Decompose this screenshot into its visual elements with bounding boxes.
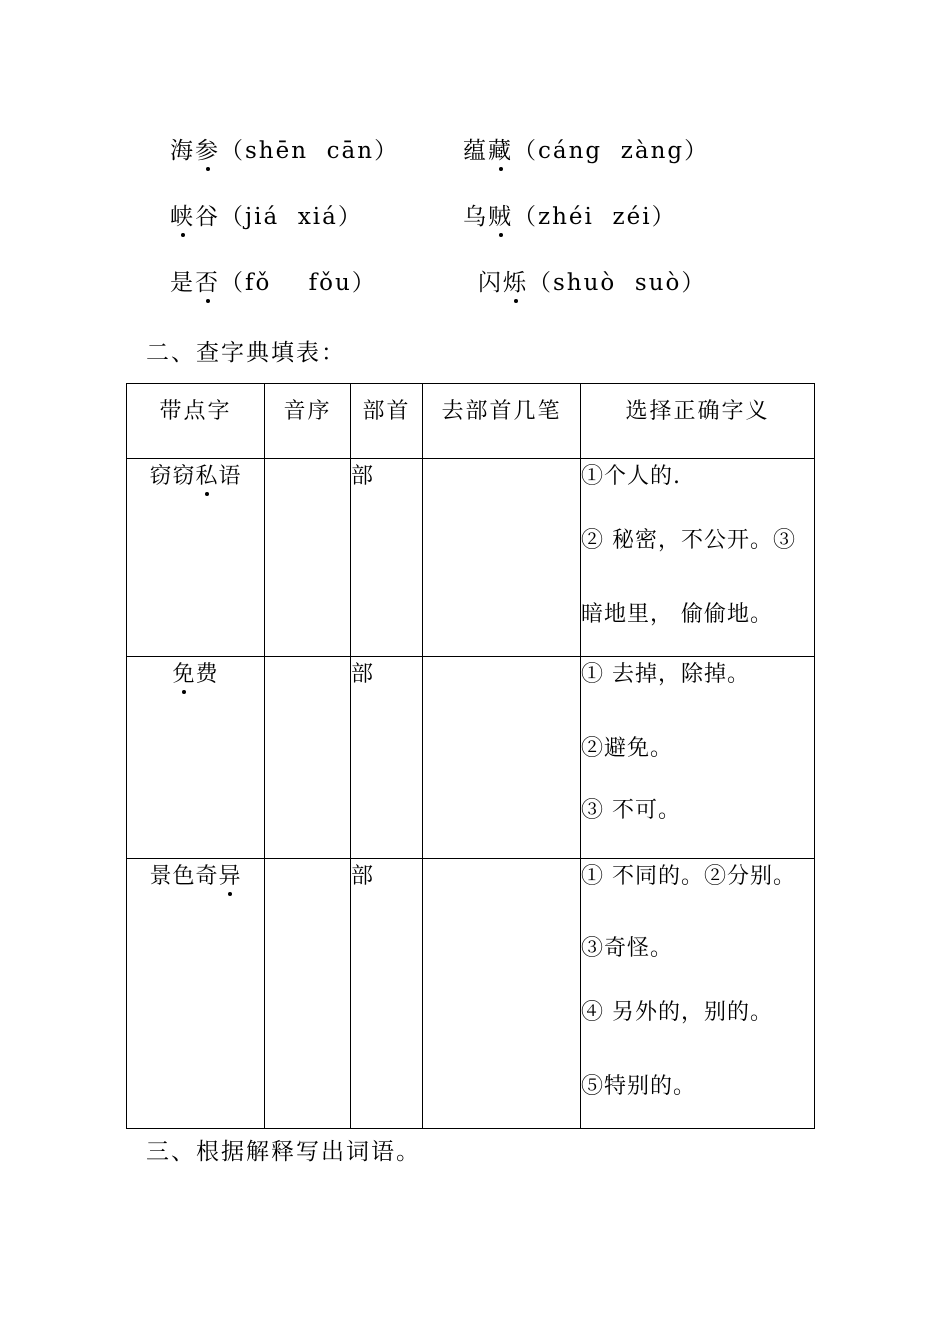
dotted-char: 私 bbox=[195, 459, 218, 490]
yinxu-input-cell[interactable] bbox=[265, 859, 351, 1129]
word-cell bbox=[127, 459, 265, 657]
pinyin-row-1-right bbox=[463, 132, 709, 165]
dotted-char: 藏 bbox=[488, 132, 513, 165]
section-2-title: 二、查字典填表： bbox=[146, 340, 346, 366]
meaning-item: ③ 不可。 bbox=[581, 798, 681, 823]
bushou-cell[interactable]: 部 bbox=[351, 657, 423, 859]
dotted-char: 免 bbox=[172, 657, 195, 688]
word-cell bbox=[127, 657, 265, 859]
table-row bbox=[127, 859, 815, 1129]
pinyin-row-1-left bbox=[170, 132, 399, 165]
strokes-input-cell[interactable] bbox=[423, 657, 581, 859]
pinyin-row-2-right bbox=[463, 198, 677, 231]
word-part: 窃窃 bbox=[149, 464, 196, 489]
bushou-cell[interactable]: 部 bbox=[351, 859, 423, 1129]
dotted-char: 否 bbox=[195, 264, 220, 297]
word-part: 语 bbox=[218, 464, 242, 489]
header-cell: 部首 bbox=[351, 384, 423, 459]
char: 蕴 bbox=[463, 138, 488, 164]
table-header-row bbox=[127, 384, 815, 459]
bushou-cell[interactable]: 部 bbox=[351, 459, 423, 657]
dotted-char: 峡 bbox=[170, 198, 195, 231]
dictionary-table bbox=[126, 383, 815, 1129]
pinyin-choice: （cáng zàng） bbox=[513, 138, 710, 164]
pinyin-choice: 谷（jiá xiá） bbox=[195, 204, 363, 230]
pinyin-row-3-left bbox=[170, 264, 377, 297]
pinyin-choice: （shuò suò） bbox=[528, 270, 707, 296]
pinyin-row-2-left bbox=[170, 198, 363, 231]
word-part: 景色奇 bbox=[149, 864, 219, 889]
table-row bbox=[127, 459, 815, 657]
dotted-char: 烁 bbox=[503, 264, 528, 297]
meaning-item: ④ 另外的，别的。 bbox=[581, 1000, 773, 1025]
pinyin-choice: （shēn cān） bbox=[220, 138, 400, 164]
pinyin-row-3-right bbox=[478, 264, 706, 297]
char: 海 bbox=[170, 138, 195, 164]
header-cell: 音序 bbox=[265, 384, 351, 459]
meaning-item: ② 秘密，不公开。③ bbox=[581, 528, 796, 553]
meanings-cell bbox=[581, 859, 815, 1129]
word-part: 费 bbox=[195, 662, 219, 687]
dotted-char: 贼 bbox=[488, 198, 513, 231]
meaning-item: 暗地里， 偷偷地。 bbox=[581, 602, 773, 627]
meaning-item: ①个人的. bbox=[581, 464, 681, 489]
char: 是 bbox=[170, 270, 195, 296]
pinyin-choice: （zhéi zéi） bbox=[513, 204, 677, 230]
meanings-cell bbox=[581, 459, 815, 657]
strokes-input-cell[interactable] bbox=[423, 859, 581, 1129]
meaning-item: ②避免。 bbox=[581, 736, 674, 761]
dotted-char: 参 bbox=[195, 132, 220, 165]
strokes-input-cell[interactable] bbox=[423, 459, 581, 657]
yinxu-input-cell[interactable] bbox=[265, 459, 351, 657]
header-cell: 带点字 bbox=[127, 384, 265, 459]
meanings-cell bbox=[581, 657, 815, 859]
header-cell: 选择正确字义 bbox=[581, 384, 815, 459]
meaning-item: ③奇怪。 bbox=[581, 936, 674, 961]
meaning-item: ① 去掉，除掉。 bbox=[581, 662, 750, 687]
header-cell: 去部首几笔 bbox=[423, 384, 581, 459]
meaning-item: ⑤特别的。 bbox=[581, 1074, 697, 1099]
section-3-title: 三、根据解释写出词语。 bbox=[146, 1139, 421, 1165]
pinyin-choice: （fǒ fǒu） bbox=[220, 270, 377, 296]
char: 闪 bbox=[478, 270, 503, 296]
table-row bbox=[127, 657, 815, 859]
yinxu-input-cell[interactable] bbox=[265, 657, 351, 859]
char: 乌 bbox=[463, 204, 488, 230]
dotted-char: 异 bbox=[219, 859, 242, 890]
word-cell bbox=[127, 859, 265, 1129]
meaning-item: ① 不同的。②分别。 bbox=[581, 864, 796, 889]
